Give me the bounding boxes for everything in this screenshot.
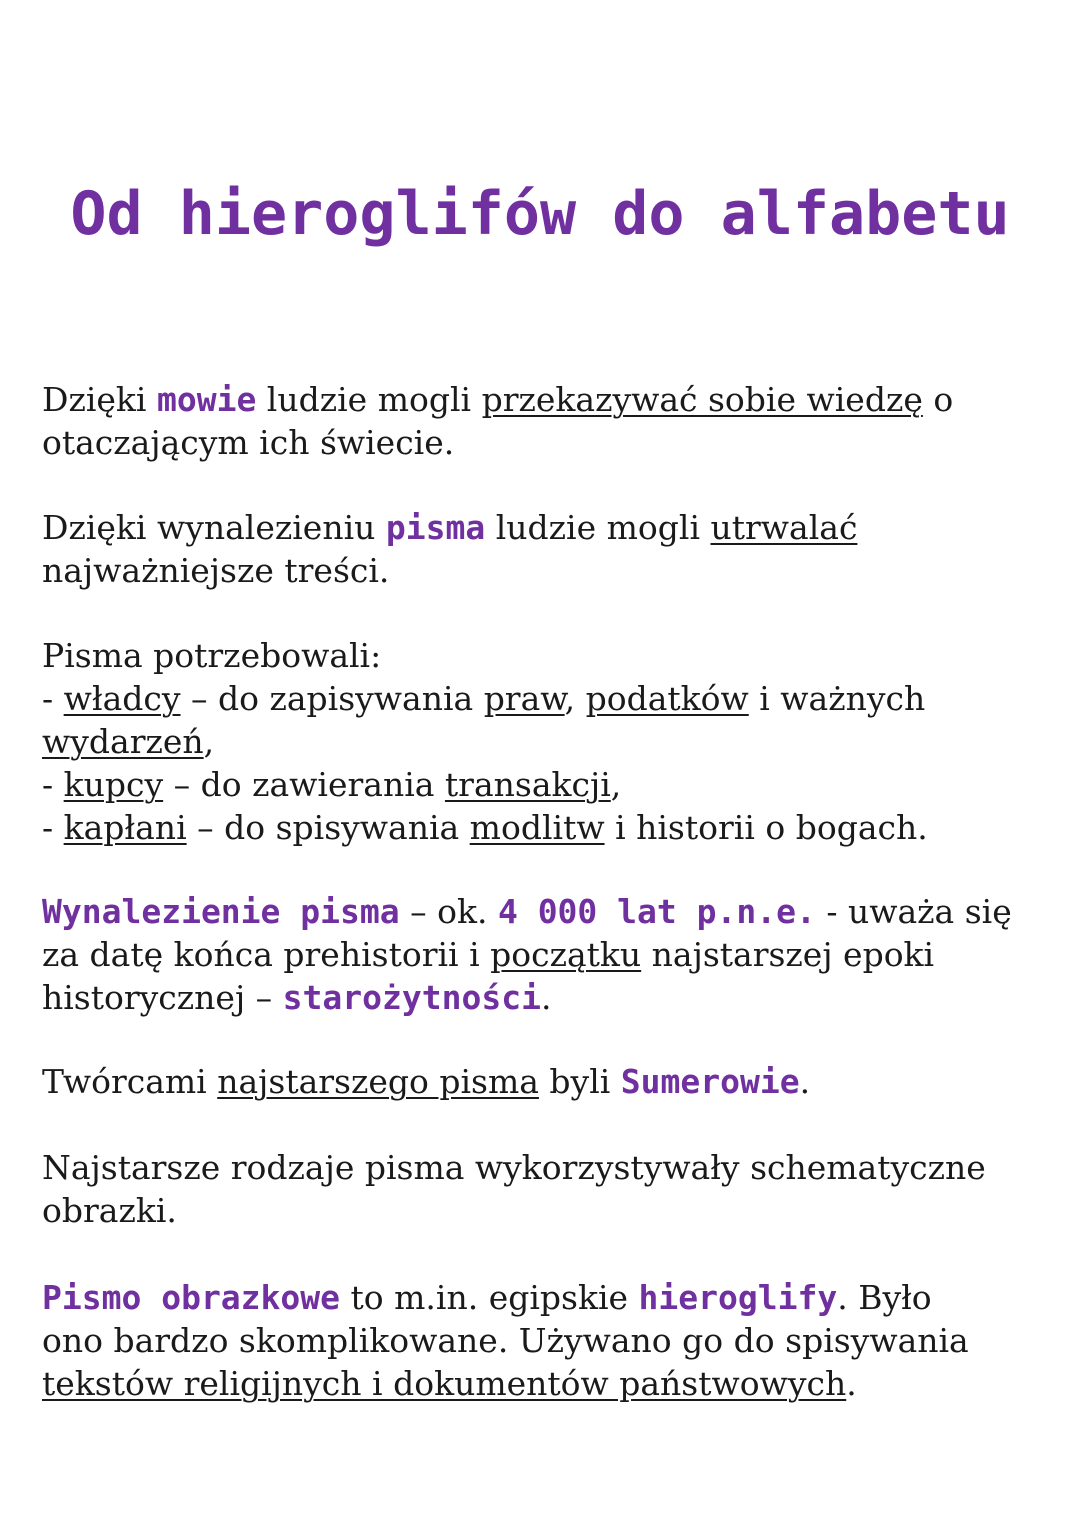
keyword-wynalezienie-pisma: Wynalezienie pisma — [42, 892, 400, 931]
keyword-date: 4 000 lat p.n.e. — [497, 892, 816, 931]
underlined-phrase: przekazywać sobie wiedzę — [481, 380, 923, 419]
list-item: - kupcy – do zawierania transakcji, — [42, 765, 622, 804]
paragraph-oldest-types — [42, 1146, 1052, 1232]
text-line: Twórcami najstarszego pisma byli Sumerowie. — [42, 1062, 811, 1101]
text-line: historycznej – starożytności. — [42, 978, 552, 1017]
list-item: - kapłani – do spisywania modlitw i historii o bogach. — [42, 808, 928, 847]
text-line: Wynalezienie pisma – ok. 4 000 lat p.n.e. - uważa się — [42, 892, 1012, 931]
paragraph-pictographic — [42, 1276, 1052, 1405]
keyword-mowa: mowie — [156, 380, 257, 419]
paragraph-invention-date — [42, 890, 1052, 1019]
keyword-pismo-obrazkowe: Pismo obrazkowe — [42, 1278, 341, 1317]
page-title: Od hieroglifów do alfabetu — [70, 179, 1010, 249]
text-line: tekstów religijnych i dokumentów państwowych. — [42, 1364, 857, 1403]
text-line: Pisma potrzebowali: — [42, 636, 382, 675]
keyword-hieroglify: hieroglify — [638, 1278, 838, 1317]
keyword-pismo: pisma — [385, 508, 486, 547]
text-line: Dzięki wynalezieniu pisma ludzie mogli utrwalać — [42, 508, 858, 547]
keyword-sumerowie: Sumerowie — [620, 1062, 800, 1101]
list-item-continuation: wydarzeń, — [42, 722, 215, 761]
list-item: - władcy – do zapisywania praw, podatków i ważnych — [42, 679, 926, 718]
text-line: najważniejsze treści. — [42, 551, 390, 590]
keyword-starozytnosc: starożytności — [282, 978, 541, 1017]
text-line: za datę końca prehistorii i początku najstarszej epoki — [42, 935, 935, 974]
text-line: Najstarsze rodzaje pisma wykorzystywały schematyczne — [42, 1148, 986, 1187]
paragraph-writing — [42, 506, 1052, 592]
paragraph-speech — [42, 378, 1052, 464]
text-line: Dzięki mowie ludzie mogli przekazywać sobie wiedzę o — [42, 380, 954, 419]
text-line: ono bardzo skomplikowane. Używano go do spisywania — [42, 1321, 969, 1360]
text-line: obrazki. — [42, 1191, 177, 1230]
text-line: Pismo obrazkowe to m.in. egipskie hieroglify. Było — [42, 1278, 932, 1317]
text-line: otaczającym ich świecie. — [42, 423, 455, 462]
paragraph-who-needed — [42, 634, 1052, 849]
paragraph-sumerians — [42, 1060, 1052, 1103]
underlined-phrase: utrwalać — [710, 508, 858, 547]
